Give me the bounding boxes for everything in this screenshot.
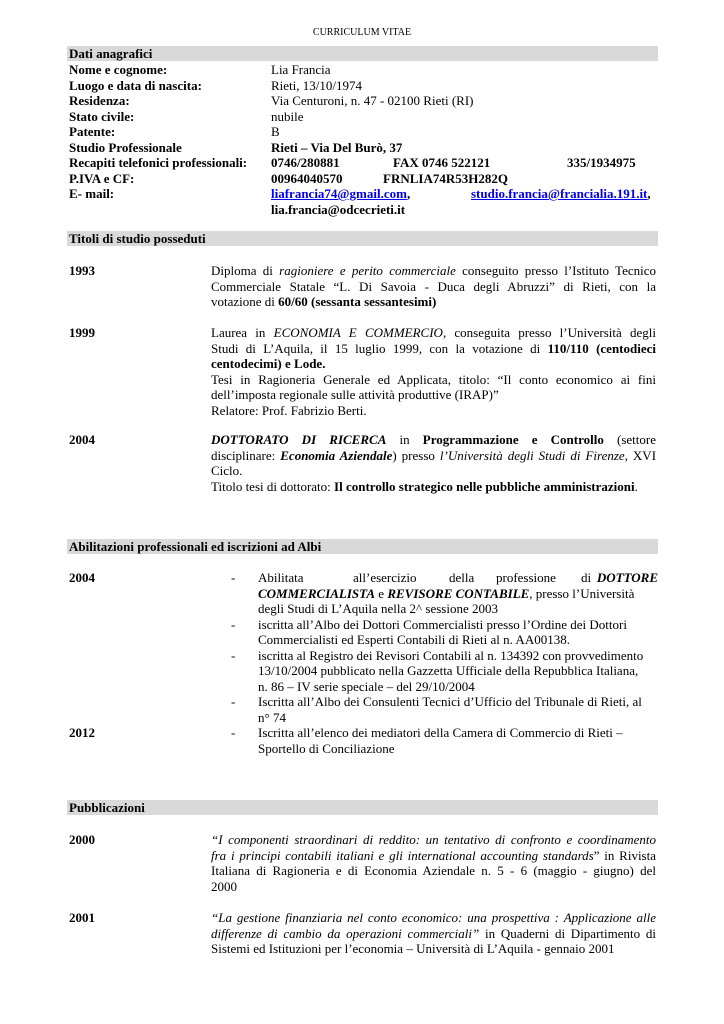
email-label: E- mail:: [69, 186, 115, 201]
bullet-dash: -: [231, 694, 236, 709]
text-line: iscritta all’Albo dei Dottori Commercialisti presso l’Ordine dei Dottori: [258, 616, 627, 632]
qualification-item-4: [258, 694, 658, 725]
text-line: DOTTORATO DI RICERCA in Programmazione e Controllo (settore: [211, 432, 656, 447]
text-line: 2000: [211, 878, 237, 894]
document-header: CURRICULUM VITAE: [312, 27, 412, 38]
publication-entry-2001: [211, 910, 656, 957]
row-piva: [69, 171, 658, 187]
text-line: n. 86 – IV serie speciale – del 29/10/2004: [258, 678, 475, 694]
education-entry-1993: [211, 263, 656, 310]
phones-label: Recapiti telefonici professionali:: [69, 155, 248, 170]
bullet-dash: -: [231, 616, 236, 632]
row-name: [69, 62, 658, 78]
education-year-2004: 2004: [69, 432, 95, 447]
text-line: “I componenti straordinari di reddito: un tentativo di confronto e coordinamento: [211, 832, 656, 847]
cf-value: FRNLIA74R53H282Q: [383, 170, 508, 186]
text-line: Studi di L’Aquila, il 15 luglio 1999, con la votazione di 110/110 (centodieci: [211, 340, 656, 356]
bullet-dash: -: [231, 647, 236, 663]
piva-label: P.IVA e CF:: [69, 170, 135, 186]
qualification-item-1: [258, 570, 658, 617]
text-line: Relatore: Prof. Fabrizio Berti.: [211, 402, 367, 418]
residence-value: Via Centuroni, n. 47 - 02100 Rieti (RI): [271, 93, 474, 108]
text-line: fra i principi contabili italiani e gli international accounting standards” in Rivista: [211, 847, 656, 863]
row-email-2: [69, 202, 658, 218]
section-education: Titoli di studio posseduti: [67, 231, 658, 246]
qualification-item-3: [258, 648, 658, 695]
text-line: disciplinare: Economia Aziendale) presso l’Università degli Studi di Firenze, XVI: [211, 447, 656, 463]
publication-entry-2000: [211, 832, 656, 894]
education-year-1993: 1993: [69, 263, 95, 278]
text-line: Commercialisti ed Esperti Contabili di Rieti al n. AA00138.: [258, 632, 570, 647]
row-license: [69, 124, 658, 140]
qualification-year-2012: 2012: [69, 725, 95, 740]
text-line: centodecimi) e Lode.: [211, 356, 326, 371]
publication-year-2001: 2001: [69, 910, 95, 925]
residence-label: Residenza:: [69, 93, 130, 108]
publication-year-2000: 2000: [69, 832, 95, 847]
civil-status-label: Stato civile:: [69, 108, 135, 124]
row-residence: [69, 93, 658, 109]
fax-value: FAX 0746 522121: [393, 155, 491, 170]
education-entry-1999: [211, 325, 656, 418]
text-line: Titolo tesi di dottorato: Il controllo strategico nelle pubbliche amministrazioni.: [211, 478, 638, 494]
license-value: B: [271, 124, 280, 139]
education-year-1999: 1999: [69, 325, 95, 340]
license-label: Patente:: [69, 124, 116, 139]
studio-value: Rieti – Via Del Burò, 37: [271, 139, 403, 155]
bullet-dash: -: [231, 570, 236, 585]
piva-value: 00964040570: [271, 170, 343, 186]
section-publications: Pubblicazioni: [67, 800, 658, 815]
qualification-item-5: [258, 725, 658, 756]
name-value: Lia Francia: [271, 62, 331, 77]
text-line: COMMERCIALISTA e REVISORE CONTABILE, presso l’Università: [258, 585, 635, 601]
text-line: differenze di cambio da operazioni commerciali” in Quaderni di Dipartimento di: [211, 925, 656, 941]
text-line: votazione di 60/60 (sessanta sessantesimi): [211, 294, 437, 309]
phone-value: 0746/280881: [271, 155, 340, 170]
birth-value: Rieti, 13/10/1974: [271, 77, 362, 93]
name-label: Nome e cognome:: [69, 62, 168, 77]
email-link-1[interactable]: liafrancia74@gmail.com: [271, 186, 407, 201]
mobile-value: 335/1934975: [567, 155, 636, 170]
email-link-2[interactable]: studio.francia@francialia.191.it: [471, 186, 648, 201]
section-qualifications: Abilitazioni professionali ed iscrizioni ad Albi: [67, 539, 658, 554]
row-civil-status: [69, 109, 658, 125]
text-line: “La gestione finanziaria nel conto economico: una prospettiva : Applicazione alle: [211, 910, 656, 925]
text-line: degli Studi di L’Aquila nella 2^ sessione 2003: [258, 601, 498, 616]
civil-status-value: nubile: [271, 108, 304, 124]
email-separator: ,: [406, 186, 411, 201]
email-primary: [271, 186, 410, 202]
birth-label: Luogo e data di nascita:: [69, 77, 202, 93]
text-line: Diploma di ragioniere e perito commerciale conseguito presso l’Istituto Tecnico: [211, 263, 656, 278]
email-link-3: lia.francia@odcecrieti.it: [271, 201, 406, 217]
text-line: Ciclo.: [211, 463, 243, 478]
email-secondary: [471, 186, 651, 202]
qualification-item-2: [258, 617, 658, 648]
text-line: iscritta al Registro dei Revisori Contabili al n. 134392 con provvedimento: [258, 647, 644, 663]
text-line: Tesi in Ragioneria Generale ed Applicata, titolo: “Il conto economico ai fini: [211, 371, 656, 387]
qualification-year-2004: 2004: [69, 570, 95, 585]
text-line: Sistemi ed Istituzioni per l’economia – Università di L’Aquila - gennaio 2001: [211, 941, 615, 956]
row-phones: [69, 155, 658, 171]
text-line: Laurea in ECONOMIA E COMMERCIO, conseguita presso l’Università degli: [211, 325, 656, 340]
text-line: 13/10/2004 pubblicato nella Gazzetta Ufficiale della Repubblica Italiana,: [258, 663, 639, 678]
text-line: Abilitata all’esercizio della professione di DOTTORE: [258, 570, 658, 585]
row-email: [69, 186, 658, 202]
text-line: dell’imposta regionale sulle attività produttive (IRAP)”: [211, 387, 499, 402]
row-studio: [69, 140, 658, 156]
bullet-dash: -: [231, 725, 236, 740]
row-birth: [69, 78, 658, 94]
text-line: Italiana di Ragioneria e di Economia Aziendale n. 5 - 6 (maggio - giugno) del: [211, 863, 656, 878]
text-line: Iscritta all’elenco dei mediatori della Camera di Commercio di Rieti –: [258, 725, 623, 740]
education-entry-2004: [211, 432, 656, 494]
section-personal-data: Dati anagrafici: [67, 46, 658, 61]
text-line: n° 74: [258, 709, 286, 725]
text-line: Commerciale Statale “L. Di Savoia - Duca degli Abruzzi” di Rieti, con la: [211, 278, 656, 294]
email-separator-2: ,: [647, 186, 651, 201]
text-line: Sportello di Conciliazione: [258, 740, 395, 756]
studio-label: Studio Professionale: [69, 139, 182, 155]
text-line: Iscritta all’Albo dei Consulenti Tecnici d’Ufficio del Tribunale di Rieti, al: [258, 694, 642, 709]
